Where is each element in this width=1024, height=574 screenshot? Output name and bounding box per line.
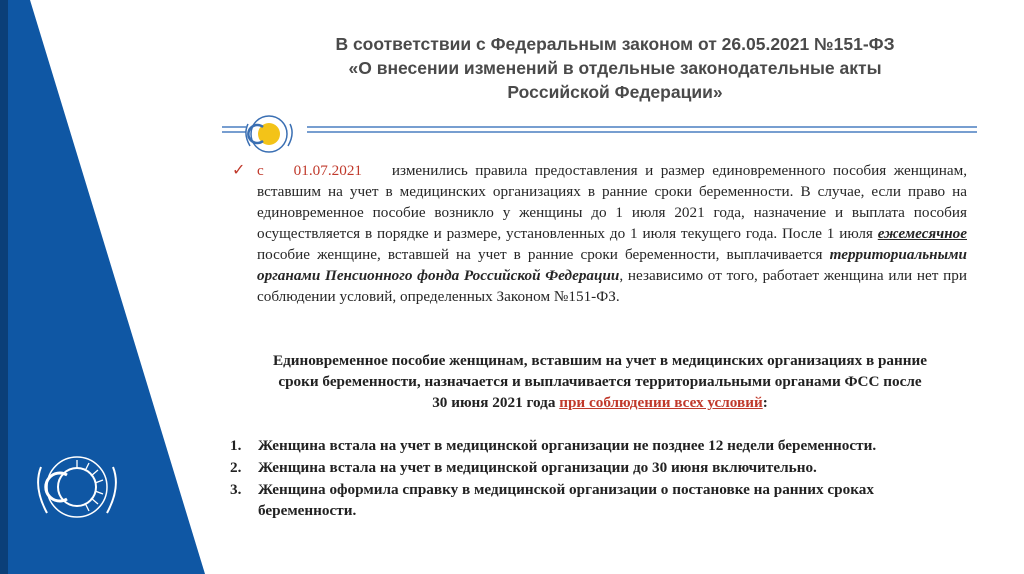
conditions-title-line-3 (230, 392, 970, 413)
page-header (300, 32, 930, 104)
main-paragraph (257, 160, 967, 307)
conditions-title-date: 30 июня 2021 года (432, 394, 560, 411)
list-item-text: Женщина встала на учет в медицинской организации до 30 июня включительно. (258, 459, 817, 476)
header-line-2: «О внесении изменений в отдельные законодательные акты (348, 58, 882, 78)
conditions-title-highlight: при соблюдении всех условий (559, 394, 763, 411)
header-line-1: В соответствии с Федеральным законом от 26.05.2021 №151-ФЗ (335, 34, 895, 54)
list-item-number: 2. (230, 459, 242, 476)
para-text-2: пособие женщине, вставшей на учет в ранние сроки беременности, выплачивается (257, 246, 830, 263)
para-date: 01.07.2021 (293, 162, 362, 179)
list-item-number: 1. (230, 437, 242, 454)
sidebar-panel (0, 0, 210, 574)
list-item (230, 457, 970, 478)
para-text-1: изменились правила предоставления и размер единовременного пособия женщинам, вставшим на учет в медицинских организациях в ранние сроки беременности. В случае, если право на единовременное пособие возникло у женщины до 1 июля 2021 года, назначение и выплата пособия осуществляется в порядке и размере, установленных до 1 июля текущего года. После 1 июля (257, 162, 967, 242)
sidebar-dark-strip (0, 0, 8, 574)
para-emphasis: ежемесячное (877, 225, 967, 242)
header-line-3: Российской Федерации» (507, 82, 723, 102)
list-item (230, 435, 970, 456)
para-organ: территориальными органами Пенсионного фонда Российской Федерации (257, 246, 967, 284)
conditions-title-line-2: сроки беременности, назначается и выплачивается территориальными органами ФСС после (278, 373, 922, 390)
list-item (230, 479, 970, 521)
para-text-3: , независимо от того, работает женщина или нет при соблюдении условий, определенных Законом №151-ФЗ. (257, 267, 967, 305)
header-divider (222, 124, 982, 138)
conditions-list (230, 435, 970, 522)
fss-logo-icon (238, 112, 300, 156)
para-prefix: с (257, 162, 264, 179)
conditions-title (230, 350, 970, 413)
list-item-number: 3. (230, 481, 242, 498)
checkmark-icon: ✓ (232, 162, 246, 179)
conditions-title-line-1: Единовременное пособие женщинам, вставшим на учет в медицинских организациях в ранние (272, 352, 927, 369)
conditions-title-colon: : (762, 394, 768, 411)
sidebar-blue-shape (0, 0, 205, 574)
list-item-text: Женщина встала на учет в медицинской организации не позднее 12 недели беременности. (258, 437, 877, 454)
list-item-text: Женщина оформила справку в медицинской организации о постановке на ранних сроках беременности. (258, 481, 874, 519)
